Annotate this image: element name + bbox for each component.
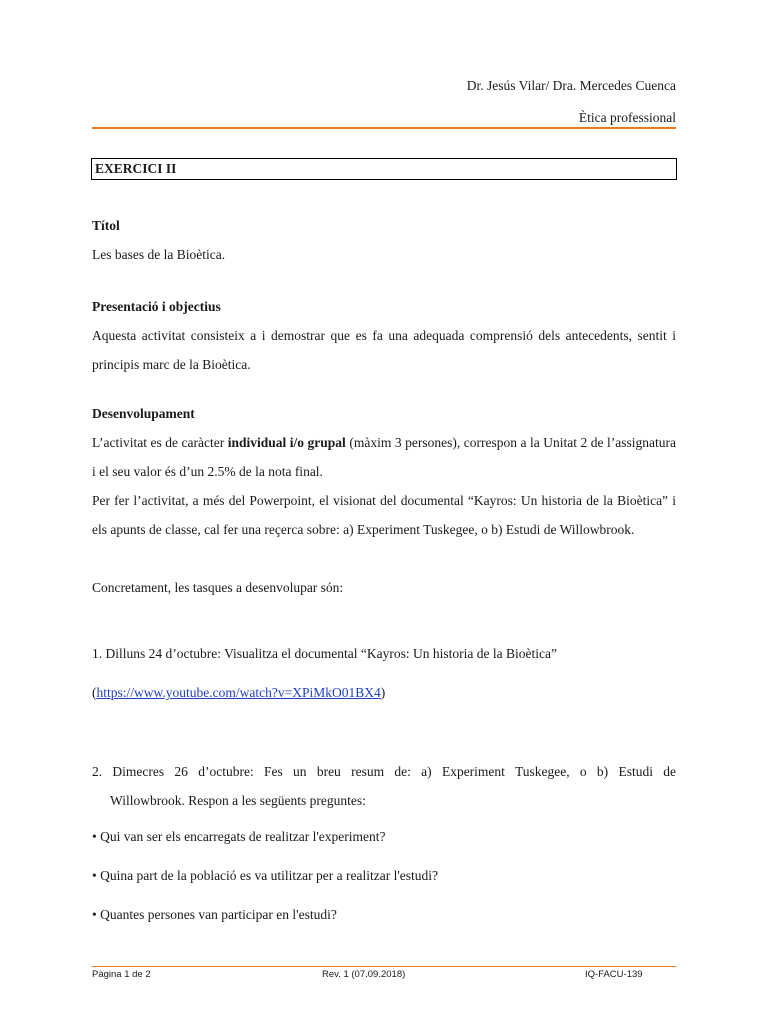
task1-text: 1. Dilluns 24 d’octubre: Visualitza el documental “Kayros: Un historia de la Bioètica” [92, 646, 557, 661]
presentacio-section [92, 292, 676, 379]
desenvolupament-spacer [92, 544, 676, 573]
desenvolupament-heading: Desenvolupament [92, 406, 195, 421]
task2-section [92, 757, 676, 815]
task2-bullet-2: • Quina part de la població es va utilitzar per a realitzar l'estudi? [92, 868, 439, 883]
header-course: Ètica professional [578, 110, 676, 125]
footer-page-number: Pàgina 1 de 2 [92, 969, 151, 980]
p1-text-b: (màxim 3 persones), correspon a la Unitat 2 de l’assignatura i el seu valor és d’un 2.5% de la nota final. [92, 435, 676, 479]
link-close-paren: ) [380, 685, 386, 700]
presentacio-heading: Presentació i objectius [92, 299, 221, 314]
desenvolupament-p1 [92, 428, 676, 486]
presentacio-text: Aquesta activitat consisteix a i demostrar que es fa una adequada comprensió dels antecedents, sentit i principis marc de la Bioètica. [92, 328, 676, 372]
footer-divider [92, 966, 676, 967]
desenvolupament-section [92, 399, 676, 602]
task2-line1: 2. Dimecres 26 d’octubre: Fes un breu resum de: a) Experiment Tuskegee, o b) Estudi de [92, 764, 676, 779]
exercise-title-box: EXERCICI II [91, 158, 677, 180]
youtube-link[interactable]: https://www.youtube.com/watch?v=XPiMkO01BX4 [96, 685, 381, 700]
task1-link-line [92, 678, 676, 707]
titol-heading: Títol [92, 218, 120, 233]
p1-bold: individual i/o grupal [227, 435, 346, 450]
footer-doc-code: IQ-FACU-139 [585, 969, 643, 980]
titol-section [92, 211, 676, 269]
p1-text-a: L’activitat es de caràcter [92, 435, 228, 450]
header-authors: Dr. Jesús Vilar/ Dra. Mercedes Cuenca [466, 78, 676, 93]
task2-bullet-1: • Qui van ser els encarregats de realitzar l'experiment? [92, 829, 386, 844]
titol-text: Les bases de la Bioètica. [92, 247, 226, 262]
task2-line2: Willowbrook. Respon a les següents preguntes: [110, 793, 366, 808]
header-divider [92, 127, 676, 129]
footer-revision: Rev. 1 (07.09.2018) [322, 969, 406, 980]
desenvolupament-p2: Per fer l’activitat, a més del Powerpoint, el visionat del documental “Kayros: Un historia de la Bioètica” i els apunts de classe, cal fer una reçerca sobre: a) Experiment Tuskegee, o b) Estudi de Willowbrook. [92, 493, 676, 537]
desenvolupament-p3: Concretament, les tasques a desenvolupar són: [92, 580, 344, 595]
task2-bullet-3: • Quantes persones van participar en l'estudi? [92, 907, 337, 922]
link-open-paren: ( [92, 685, 97, 700]
